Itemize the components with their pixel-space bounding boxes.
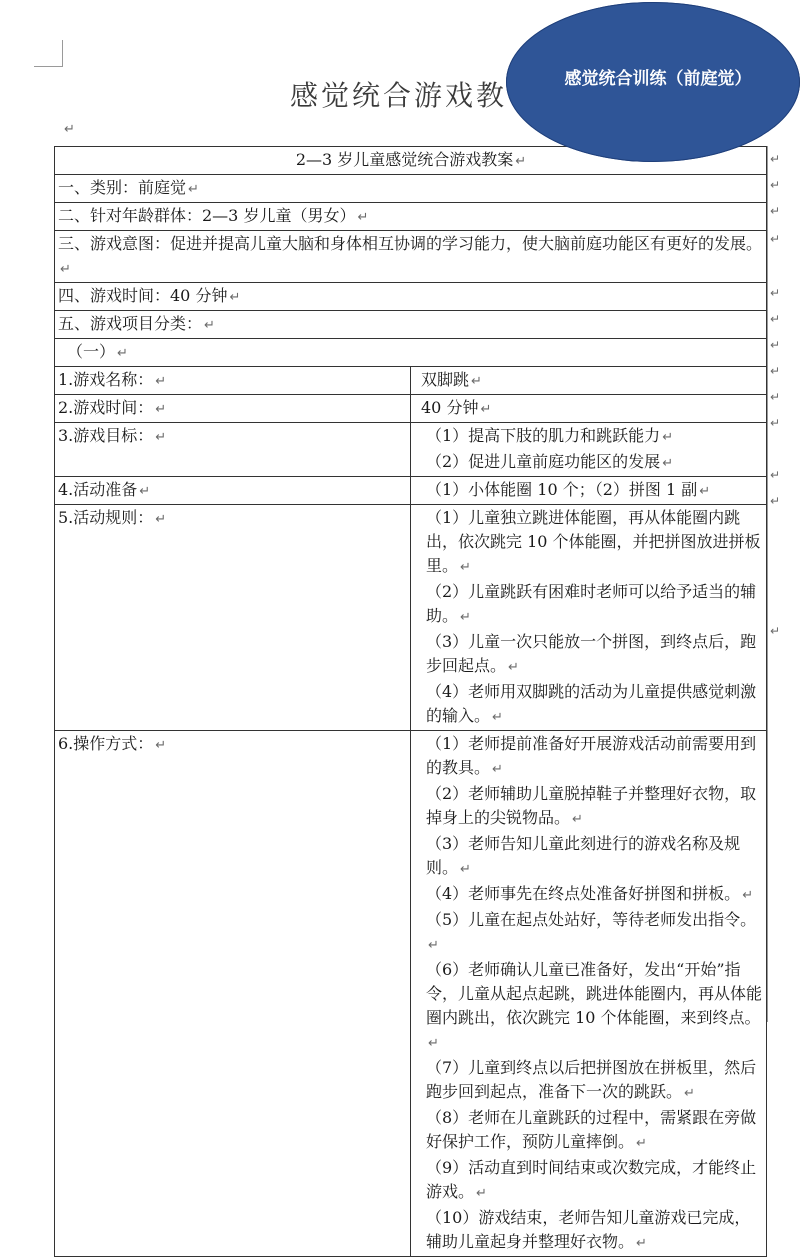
table-row: [55, 395, 767, 423]
table-row: [55, 731, 767, 1257]
paragraph-mark-icon: ↵: [64, 122, 75, 137]
table-row: [55, 175, 767, 203]
row-end-mark-icon: ↵: [770, 286, 781, 300]
page-corner-mark: [34, 40, 63, 67]
table-row: [55, 311, 767, 339]
rules-value: （1）儿童独立跳进体能圈，再从体能圈内跳出，依次跳完 10 个体能圈，并把拼图放进拼板里。 ↵ （2）儿童跳跃有困难时老师可以给予适当的辅助。 ↵ （3）儿童一次只能放一个拼图，到终点后，跑步回起点。 ↵ （4）老师用双脚跳的活动为儿童提供感觉刺激的输入。 ↵: [411, 505, 767, 731]
table-row: [55, 505, 767, 731]
row-end-mark-icon: ↵: [770, 494, 781, 508]
row-end-mark-icon: ↵: [770, 232, 781, 246]
row-end-mark-icon: ↵: [770, 312, 781, 326]
table-row: [55, 477, 767, 505]
row-end-mark-icon: ↵: [770, 204, 781, 218]
table-header: 2—3 岁儿童感觉统合游戏教案 ↵: [55, 147, 767, 175]
table-row: [55, 231, 767, 283]
row-end-mark-icon: ↵: [770, 364, 781, 378]
prep-value: （1）小体能圈 10 个；（2）拼图 1 副 ↵: [411, 477, 767, 505]
intent-cell: 三、游戏意图：促进并提高儿童大脑和身体相互协调的学习能力，使大脑前庭功能区有更好的发展。↵: [55, 231, 767, 283]
document-title: 感觉统合游戏教: [290, 79, 508, 112]
training-badge-oval: 感觉统合训练（前庭觉）: [506, 2, 800, 162]
row-end-mark-icon: ↵: [770, 390, 781, 404]
game-goal-value: （1）提高下肢的肌力和跳跃能力 ↵ （2）促进儿童前庭功能区的发展 ↵: [411, 423, 767, 477]
duration-cell: 四、游戏时间：40 分钟 ↵: [55, 283, 767, 311]
game-time-label: 2.游戏时间： ↵: [55, 395, 411, 423]
game-name-label: 1.游戏名称： ↵: [55, 367, 411, 395]
table-row: [55, 203, 767, 231]
row-end-mark-icon: ↵: [770, 338, 781, 352]
game-goal-label: 3.游戏目标： ↵: [55, 423, 411, 477]
category-cell: 一、类别：前庭觉 ↵: [55, 175, 767, 203]
row-end-mark-icon: ↵: [770, 468, 781, 482]
game-time-value: 40 分钟 ↵: [411, 395, 767, 423]
table-row: [55, 283, 767, 311]
row-end-mark-icon: ↵: [770, 624, 781, 638]
row-end-mark-icon: ↵: [770, 152, 781, 166]
operation-value: （1）老师提前准备好开展游戏活动前需要用到的教具。 ↵ （2）老师辅助儿童脱掉鞋子并整理好衣物，取掉身上的尖锐物品。 ↵ （3）老师告知儿童此刻进行的游戏名称及规则。 ↵ （4）老师事先在终点处准备好拼图和拼板。 ↵ （5）儿童在起点处站好，等待老师发出指令。↵ （6）老师确认儿童已准备好，发出“开始”指令，儿童从起点起跳，跳进体能圈内，再从体能圈内跳出，依次跳完 10 个体能圈，来到终点。↵ （7）儿童到终点以后把拼图放在拼板里，然后跑步回到起点，准备下一次的跳跃。 ↵ （8）老师在儿童跳跃的过程中，需紧跟在旁做好保护工作，预防儿童摔倒。 ↵ （9）活动直到时间结束或次数完成，才能终止游戏。 ↵ （10）游戏结束，老师告知儿童游戏已完成，辅助儿童起身并整理好衣物。 ↵: [411, 731, 767, 1257]
classification-cell: 五、游戏项目分类： ↵: [55, 311, 767, 339]
prep-label: 4.活动准备 ↵: [55, 477, 411, 505]
row-end-mark-icon: ↵: [770, 178, 781, 192]
table-row: [55, 423, 767, 477]
game-name-value: 双脚跳 ↵: [411, 367, 767, 395]
rules-label: 5.活动规则： ↵: [55, 505, 411, 731]
age-group-cell: 二、针对年龄群体：2—3 岁儿童（男女） ↵: [55, 203, 767, 231]
operation-label: 6.操作方式： ↵: [55, 731, 411, 1257]
section-one-cell: （一） ↵: [55, 339, 767, 367]
table-row: [55, 367, 767, 395]
table-row: [55, 339, 767, 367]
row-end-mark-icon: ↵: [770, 416, 781, 430]
margin-line: [767, 146, 768, 1022]
lesson-plan-table: [54, 146, 767, 1257]
